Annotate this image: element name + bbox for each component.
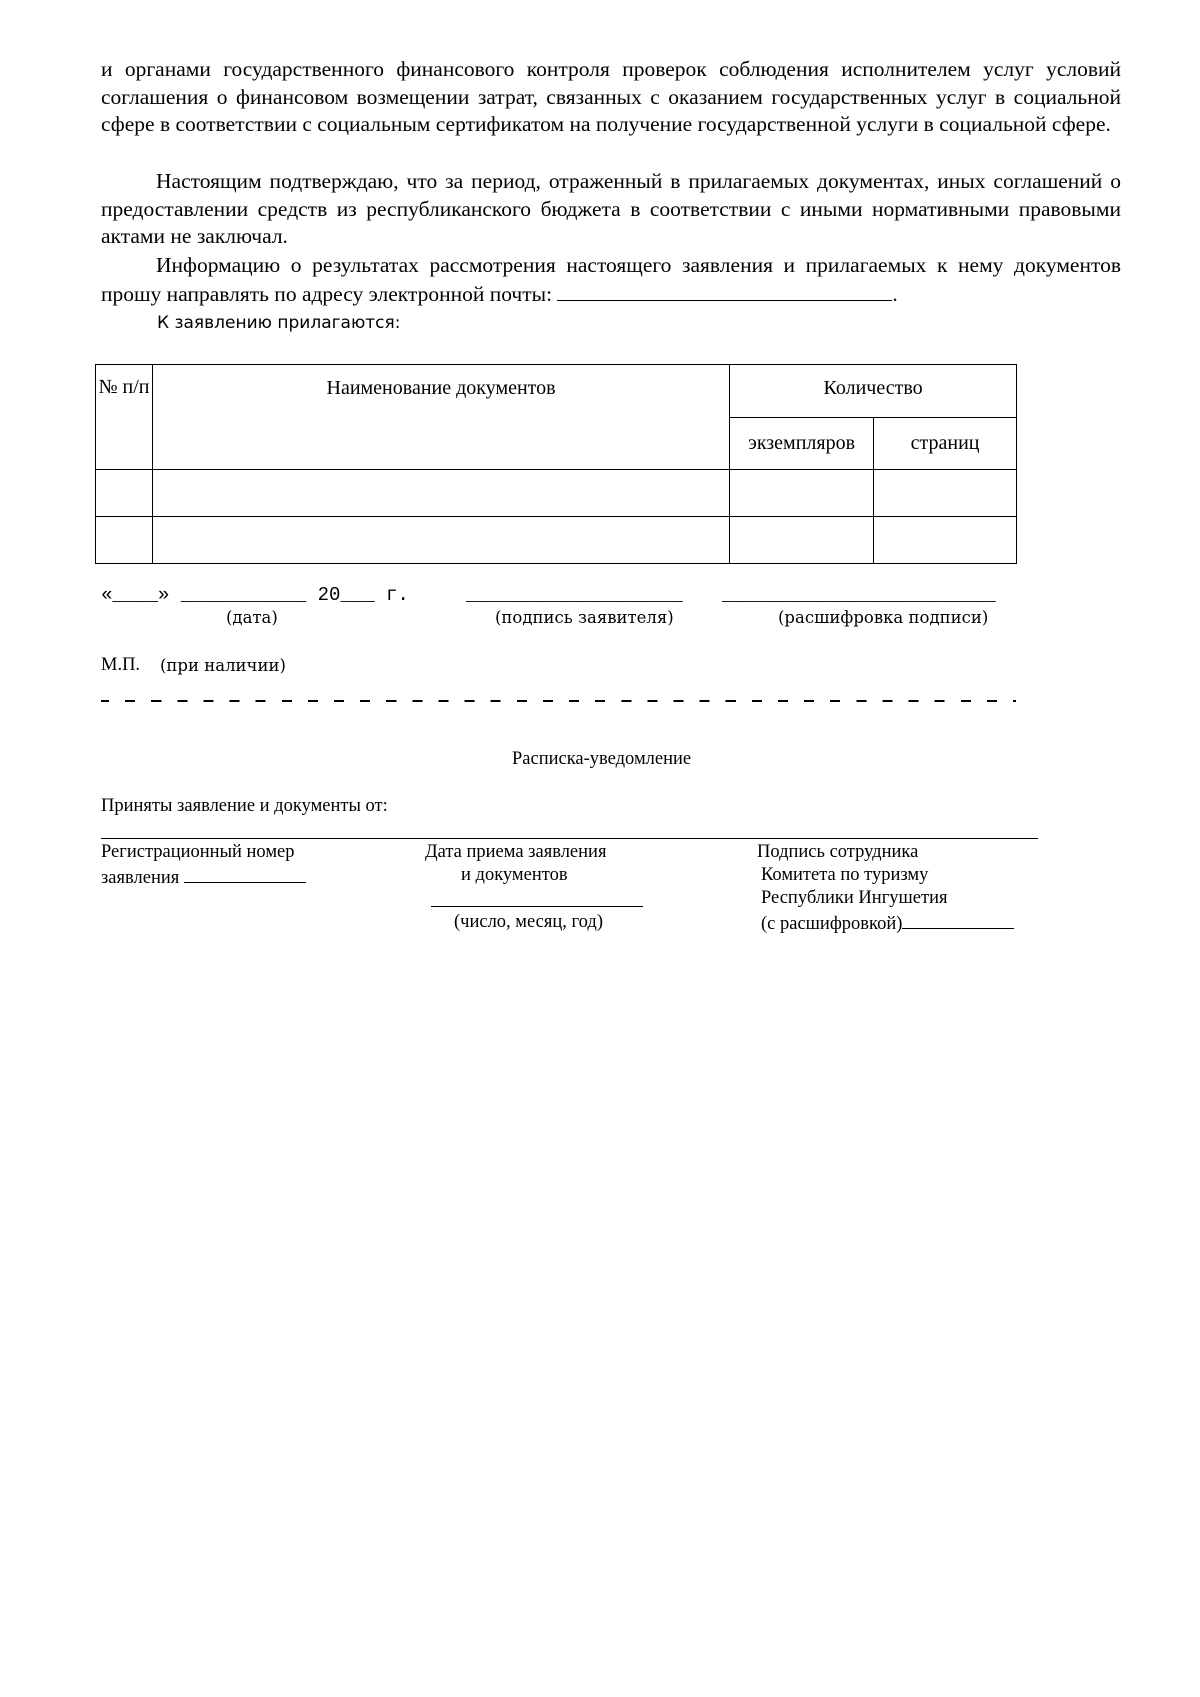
table-row: [96, 517, 1017, 564]
table-cell: [96, 470, 153, 517]
stamp-note: (при наличии): [160, 656, 286, 675]
paragraph-email: [101, 252, 1121, 308]
caption-applicant-signature: (подпись заявителя): [495, 608, 674, 627]
email-blank-line: [557, 280, 892, 301]
registration-number-field: заявления: [101, 864, 306, 890]
header-quantity: Количество: [730, 365, 1017, 418]
accepted-from-line: [101, 838, 1038, 839]
applicant-signature-line: ___________________: [466, 584, 683, 606]
signature-decode-line: ________________________: [722, 584, 996, 606]
paragraph-control: и органами государственного финансового контроля проверок соблюдения исполнителем услуг условий соглашения о финансовом возмещении затрат, связанных с оказанием государственных услуг в социальной сфере в соответствии с социальным сертификатом на получение государственной услуги в социальной сфере.: [101, 57, 1121, 136]
header-pages: страниц: [874, 417, 1017, 470]
caption-signature-decode: (расшифровка подписи): [778, 608, 989, 627]
table-cell: [152, 517, 729, 564]
republic-label: Республики Ингушетия: [761, 888, 948, 908]
table-row: [96, 470, 1017, 517]
header-number: № п/п: [96, 365, 153, 470]
paragraph-confirmation: Настоящим подтверждаю, что за период, отраженный в прилагаемых документах, иных соглашений о предоставлении средств из республиканского бюджета в соответствии с иными нормативными правовыми актами не заключал.: [101, 169, 1121, 248]
table-cell: [152, 470, 729, 517]
header-document-name: Наименование документов: [152, 365, 729, 470]
attached-documents-label: К заявлению прилагаются:: [157, 313, 401, 333]
stamp-label: М.П.: [101, 655, 141, 675]
committee-label: Комитета по туризму: [761, 865, 929, 885]
table-cell: [730, 517, 874, 564]
signature-with-decode-field: (с расшифровкой): [761, 910, 1014, 936]
email-request-text: Информацию о результатах рассмотрения настоящего заявления и прилагаемых к нему документов прошу направлять по адресу электронной почты:: [101, 253, 1121, 306]
receipt-title: Расписка-уведомление: [512, 749, 692, 769]
receipt-date-caption: (число, месяц, год): [454, 912, 603, 932]
table-cell: [874, 517, 1017, 564]
registration-number-blank: [184, 864, 306, 883]
employee-signature-blank: [902, 910, 1014, 929]
caption-date: (дата): [226, 608, 278, 627]
cut-line-divider: [101, 700, 1016, 702]
header-copies: экземпляров: [730, 417, 874, 470]
table-cell: [96, 517, 153, 564]
table-cell: [874, 470, 1017, 517]
employee-signature-label: Подпись сотрудника: [757, 842, 919, 862]
documents-table: [95, 364, 1017, 564]
receipt-date-label-2: и документов: [461, 865, 568, 885]
date-line: «____» ___________ 20___ г.: [101, 584, 409, 606]
accepted-from-label: Приняты заявление и документы от:: [101, 796, 388, 816]
receipt-date-label: Дата приема заявления: [425, 842, 607, 862]
table-cell: [730, 470, 874, 517]
receipt-date-blank: [431, 906, 643, 907]
registration-number-label: Регистрационный номер: [101, 842, 295, 862]
email-period: .: [892, 281, 898, 306]
